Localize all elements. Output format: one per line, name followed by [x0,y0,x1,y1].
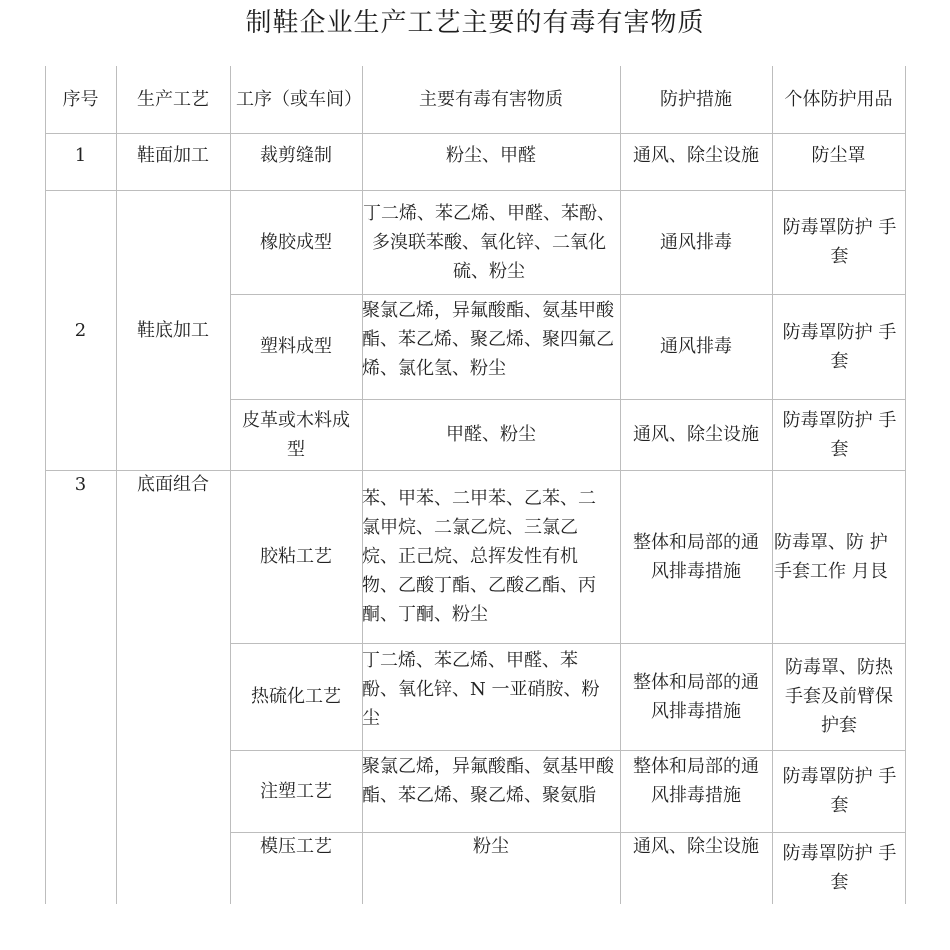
ppe-cell: 防毒罩防护 手套 [782,217,897,267]
group-process: 底面组合 [137,474,209,495]
substances-cell: 聚氯乙烯，异氟酸酯、氨基甲酸酯、苯乙烯、聚乙烯、聚氨脂 [362,756,614,806]
measures-cell: 通风排毒 [660,231,732,253]
step-cell: 注塑工艺 [260,780,332,802]
substances-cell: 粉尘 [473,836,509,857]
group-process: 鞋面加工 [137,145,209,166]
header-process: 生产工艺 [137,89,209,110]
step-cell: 皮革或木料成型 [242,409,350,460]
header-step: 工序（或车间） [236,89,362,110]
step-cell: 塑料成型 [260,336,332,357]
table-rule [772,66,773,904]
substances-cell: 丁二烯、苯乙烯、甲醛、苯酚、氧化锌、N 一亚硝胺、粉尘 [362,650,600,729]
measures-cell: 通风排毒 [660,336,732,357]
substances-cell: 甲醛、粉尘 [446,424,536,445]
step-cell: 橡胶成型 [260,231,332,253]
measures-cell: 整体和局部的通风排毒措施 [633,531,759,582]
substances-cell: 聚氯乙烯，异氟酸酯、氨基甲酸酯、苯乙烯、聚乙烯、聚四氟乙烯、氯化氢、粉尘 [362,300,614,379]
step-cell: 热硫化工艺 [251,686,341,707]
measures-cell: 整体和局部的通风排毒措施 [633,756,759,806]
ppe-cell: 防毒罩防护 手套 [782,409,897,460]
header-no: 序号 [62,89,99,110]
ppe-cell: 防毒罩防护 手套 [782,766,897,816]
ppe-cell: 防尘罩 [811,145,866,166]
measures-cell: 通风、除尘设施 [633,836,759,857]
step-cell: 模压工艺 [260,836,332,857]
substances-cell: 苯、甲苯、二甲苯、乙苯、二氯甲烷、二氯乙烷、三氯乙烷、正己烷、总挥发性有机物、乙酸丁酯、乙酸乙酯、丙酮、丁酮、粉尘 [362,488,596,625]
ppe-cell: 防毒罩防护 手套 [782,321,897,372]
page-title: 制鞋企业生产工艺主要的有毒有害物质 [245,8,705,38]
ppe-cell: 防毒罩防护 手套 [782,843,897,893]
group-no: 3 [74,474,87,495]
group-process: 鞋底加工 [137,319,209,341]
header-substances: 主要有毒有害物质 [419,89,563,110]
step-cell: 裁剪缝制 [260,145,332,166]
measures-cell: 通风、除尘设施 [633,145,759,166]
ppe-cell: 防毒罩、防热手套及前臂保护套 [785,657,893,736]
ppe-cell: 防毒罩、防 护手套工作 月艮 [774,531,888,582]
step-cell: 胶粘工艺 [260,546,332,567]
measures-cell: 通风、除尘设施 [633,424,759,445]
group-no: 2 [74,319,87,341]
header-measures: 防护措施 [660,89,732,110]
substances-cell: 丁二烯、苯乙烯、甲醛、苯酚、多溴联苯酸、氧化锌、二氧化硫、粉尘 [363,203,615,282]
measures-cell: 整体和局部的通风排毒措施 [633,671,759,722]
group-no: 1 [74,145,87,166]
header-ppe: 个体防护用品 [784,89,893,110]
table-rule [905,66,906,904]
substances-cell: 粉尘、甲醛 [446,145,536,166]
